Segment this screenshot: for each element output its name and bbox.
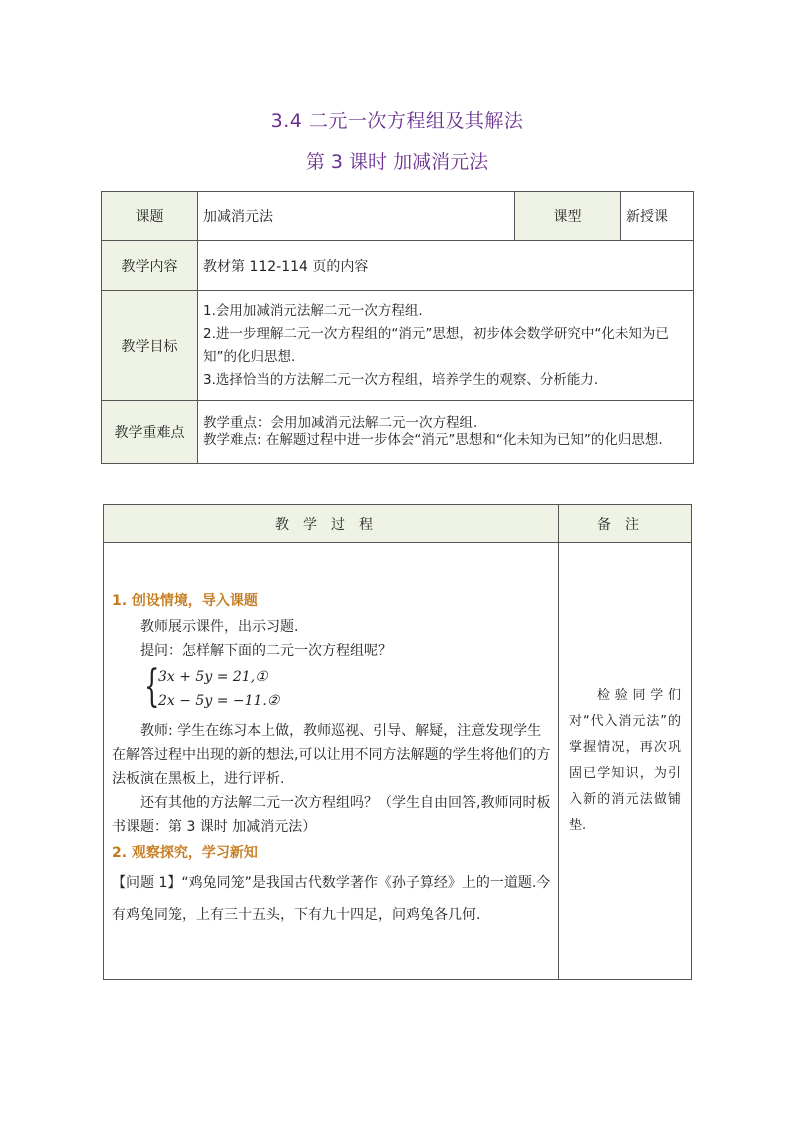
process-paragraph: 还有其他的方法解二元一次方程组吗？（学生自由回答,教师同时板书课题：第 3 课时 加减消元法） [112, 795, 551, 835]
problem-paragraph: 【问题 1】“鸡兔同笼”是我国古代数学著作《孙子算经》上的一道题.今有鸡兔同笼，上有三十五头，下有九十四足，问鸡兔各几何. [112, 875, 551, 923]
teaching-process-table [103, 504, 692, 980]
topic-label: 课题 [102, 192, 198, 241]
process-paragraph: 教师展示课件，出示习题. [140, 619, 299, 635]
page-subtitle: 第 3 课时 加减消元法 [305, 151, 489, 173]
brace-symbol: { [144, 661, 160, 712]
lesson-info-table [101, 191, 694, 464]
goal-item: 1.会用加减消元法解二元一次方程组. [203, 302, 423, 319]
content-value: 教材第 112-114 页的内容 [198, 241, 694, 291]
goals-label: 教学目标 [102, 291, 198, 401]
equation-1: 3x + 5y = 21,① [158, 669, 268, 685]
key-point-item: 教学重点：会用加减消元法解二元一次方程组. [203, 415, 478, 431]
key-point-item: 教学难点: 在解题过程中进一步体会“消元”思想和“化未知为已知”的化归思想. [203, 432, 663, 448]
process-cell [104, 543, 559, 980]
topic-value: 加减消元法 [198, 192, 515, 241]
process-paragraph: 教师: 学生在练习本上做，教师巡视、引导、解疑，注意发现学生在解答过程中出现的新的想法,可以让用不同方法解题的学生将他们的方法板演在黑板上，进行评析. [112, 723, 551, 787]
equation-2: 2x − 5y = −11.② [158, 693, 280, 709]
goal-item: 2.进一步理解二元一次方程组的“消元”思想，初步体会数学研究中“化未知为已知”的化归思想. [203, 325, 669, 365]
page-title: 3.4 二元一次方程组及其解法 [270, 110, 524, 132]
process-paragraph: 提问：怎样解下面的二元一次方程组呢？ [140, 643, 392, 659]
type-value: 新授课 [621, 192, 694, 241]
note-header: 备注 [559, 505, 692, 543]
process-header: 教学过程 [104, 505, 559, 543]
type-label: 课型 [515, 192, 621, 241]
key-points-label: 教学重难点 [102, 401, 198, 464]
content-label: 教学内容 [102, 241, 198, 291]
equation-system [144, 661, 552, 717]
goal-item: 3.选择恰当的方法解二元一次方程组，培养学生的观察、分析能力. [203, 371, 599, 388]
section-heading-2: 2. 观察探究，学习新知 [112, 845, 258, 861]
key-points-cell [198, 401, 694, 464]
goals-cell [198, 291, 694, 401]
note-cell [559, 543, 692, 980]
section-heading-1: 1. 创设情境，导入课题 [112, 593, 258, 609]
note-text: 检验同学们对“代入消元法”的掌握情况，再次巩固已学知识，为引入新的消元法做铺垫. [569, 688, 681, 833]
